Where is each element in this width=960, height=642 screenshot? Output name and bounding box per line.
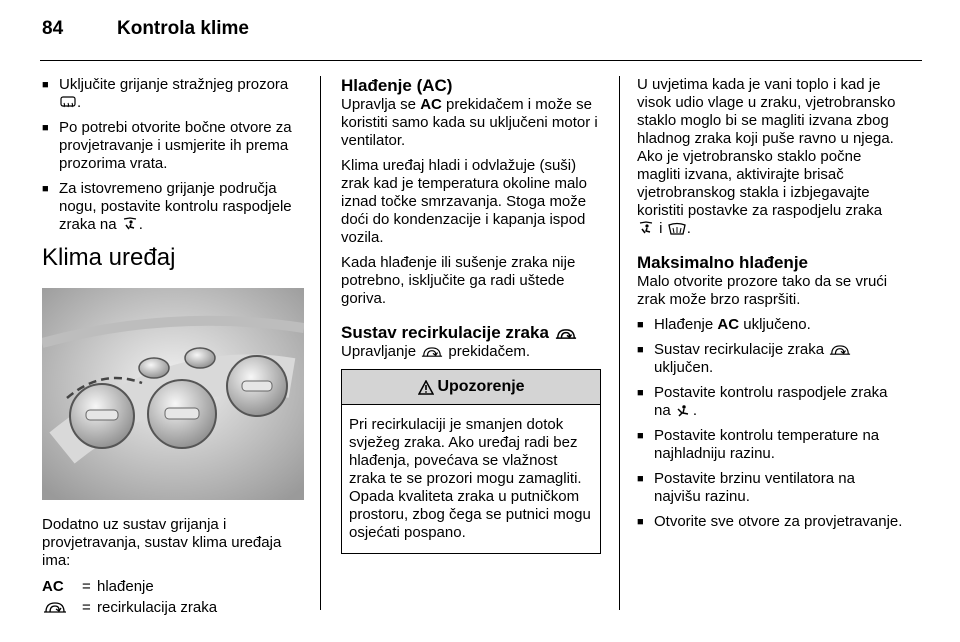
paragraph: U uvjetima kada je vani toplo i kad je visok udio vlage u zraku, vjetrobransko staklo moglo bi se magliti izvana zbog hladnog zraka koji puše ravno u njega. Ako je vjetrobransko staklo počne magliti izvana, aktivirajte brisač vjetrobranskog stakla i izbjegavajte koristiti postavke za raspodjelu zraka i . (637, 76, 896, 237)
bullet-list (42, 76, 304, 234)
windscreen-distribution-icon (668, 222, 686, 236)
column-3 (637, 76, 903, 538)
definition-list (42, 578, 217, 620)
section-title: Klima uređaj (42, 244, 176, 271)
column-1 (42, 76, 304, 620)
warning-box (341, 369, 601, 554)
max-cooling-heading: Maksimalno hlađenje (637, 253, 808, 272)
feet-windscreen-distribution-icon (122, 216, 138, 232)
feet-distribution-icon (676, 404, 692, 418)
control-knob (70, 384, 134, 448)
ac-key: AC (42, 578, 64, 595)
header-rule (40, 60, 922, 61)
column-divider-1 (320, 76, 321, 610)
recirculation-switch (185, 348, 215, 368)
bullet-list (637, 316, 903, 531)
control-knob (148, 380, 216, 448)
air-recirculation-icon (555, 328, 577, 341)
intro-text: Dodatno uz sustav grijanja i provjetravanja, sustav klima uređaja ima: (42, 516, 282, 569)
definition-row: = recirkulacija zraka (42, 599, 217, 620)
list-item: ■ Postavite brzinu ventilatora na najvišu razinu. (637, 470, 903, 506)
list-item: ■ Po potrebi otvorite bočne otvore za provjetravanje i usmjerite ih prema prozorima vrata. (42, 119, 304, 173)
column-divider-2 (619, 76, 620, 610)
recirculation-heading: Sustav recirkulacije zraka (341, 323, 603, 342)
page-number: 84 (42, 18, 64, 39)
list-item: ■ Sustav recirkulacije zraka uključen. (637, 341, 903, 377)
paragraph: Upravlja se AC prekidačem i može se koristiti samo kada su uključeni motor i ventilator. (341, 96, 598, 149)
list-item: ■ Otvorite sve otvore za provjetravanje. (637, 513, 903, 531)
page-header (42, 18, 249, 48)
warning-triangle-icon (418, 380, 434, 395)
control-knob (227, 356, 287, 416)
feet-windscreen-distribution-icon (638, 220, 654, 236)
chapter-title: Kontrola klime (117, 18, 249, 39)
rear-window-heater-icon (60, 96, 76, 110)
warning-text: Pri recirkulaciji je smanjen dotok svježeg zraka. Ako uređaj radi bez hlađenja, povećava se vlažnost zraka te se prozori mogu zamagliti. Opada kvaliteta zraka u putničkom prostoru, zbog čega se putnici mogu osjećati pospano. (349, 416, 591, 541)
column-2 (341, 76, 603, 554)
list-item: ■ Za istovremeno grijanje područja nogu, postavite kontrolu raspodjele zraka na . (42, 180, 304, 234)
air-recirculation-icon (43, 601, 67, 615)
air-recirculation-icon (829, 344, 851, 357)
paragraph: Upravljanje prekidačem. (341, 343, 531, 360)
list-item: ■ Postavite kontrolu temperature na najhladniju razinu. (637, 427, 903, 463)
air-recirculation-icon (421, 346, 443, 359)
definition-row: AC = hlađenje (42, 578, 217, 599)
ac-heading: Hlađenje (AC) (341, 76, 453, 95)
paragraph: Klima uređaj hladi i odvlažuje (suši) zrak kad je temperatura okoline malo iznad točke smrzavanja. Stoga može doći do kondenzacije i kapanja ispod vozila. (341, 157, 587, 246)
list-item: ■ Postavite kontrolu raspodjele zraka na . (637, 384, 903, 420)
warning-header (342, 370, 600, 405)
paragraph: Malo otvorite prozore tako da se vrući zrak može brzo raspršiti. (637, 273, 888, 308)
list-item: ■ Uključite grijanje stražnjeg prozora . (42, 76, 304, 112)
list-item: ■ Hlađenje AC uključeno. (637, 316, 903, 334)
climate-control-panel-image (42, 288, 304, 500)
warning-title: Upozorenje (437, 378, 525, 395)
ac-switch (139, 358, 169, 378)
paragraph: Kada hlađenje ili sušenje zraka nije potrebno, isključite ga radi uštede goriva. (341, 254, 576, 307)
